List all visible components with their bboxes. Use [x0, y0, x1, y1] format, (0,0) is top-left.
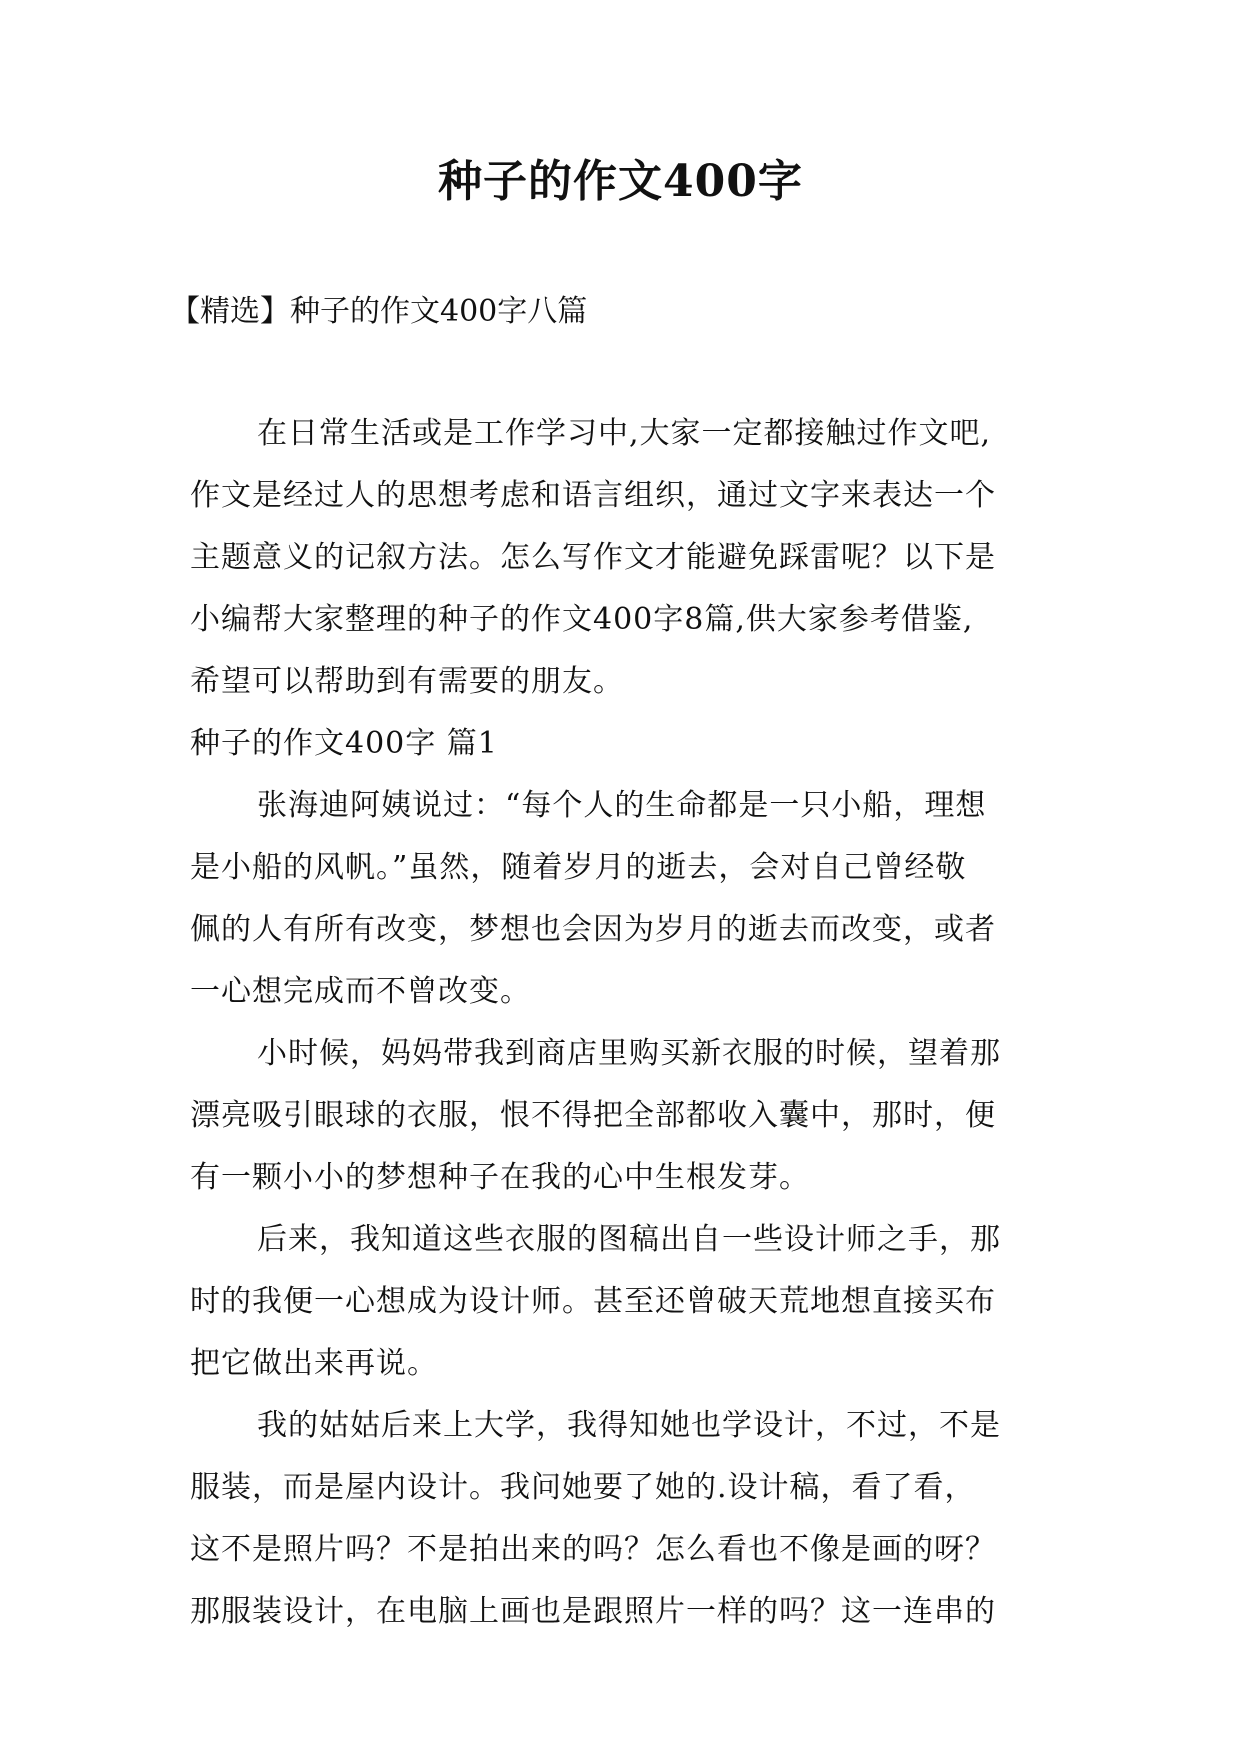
body-line: 张海迪阿姨说过：“每个人的生命都是一只小船，理想 [257, 788, 987, 823]
body-line: 服装，而是屋内设计。我问她要了她的.设计稿，看了看， [190, 1470, 976, 1505]
document-body [190, 403, 1070, 1643]
body-line: 作文是经过人的思想考虑和语言组织，通过文字来表达一个 [190, 478, 996, 513]
body-line: 把它做出来再说。 [190, 1346, 438, 1381]
body-line: 漂亮吸引眼球的衣服，恨不得把全部都收入囊中，那时，便 [190, 1098, 996, 1133]
section-heading: 种子的作文400字 篇1 [190, 726, 498, 761]
document-subtitle: 【精选】种子的作文400字八篇 [170, 294, 588, 329]
body-line: 在日常生活或是工作学习中,大家一定都接触过作文吧, [257, 416, 992, 451]
body-line: 一心想完成而不曾改变。 [190, 974, 531, 1009]
body-line: 佩的人有所有改变，梦想也会因为岁月的逝去而改变，或者 [190, 912, 996, 947]
body-line: 是小船的风帆。”虽然，随着岁月的逝去，会对自己曾经敬 [190, 850, 967, 885]
body-line: 主题意义的记叙方法。怎么写作文才能避免踩雷呢？以下是 [190, 540, 996, 575]
body-line: 时的我便一心想成为设计师。甚至还曾破天荒地想直接买布 [190, 1284, 996, 1319]
body-line: 小编帮大家整理的种子的作文400字8篇,供大家参考借鉴, [190, 602, 974, 637]
body-line: 后来，我知道这些衣服的图稿出自一些设计师之手，那 [257, 1222, 1001, 1257]
body-line: 那服装设计，在电脑上画也是跟照片一样的吗？这一连串的 [190, 1594, 996, 1629]
body-line: 我的姑姑后来上大学，我得知她也学设计，不过，不是 [257, 1408, 1001, 1443]
body-line: 这不是照片吗？不是拍出来的吗？怎么看也不像是画的呀？ [190, 1532, 996, 1567]
body-line: 小时候，妈妈带我到商店里购买新衣服的时候，望着那 [257, 1036, 1001, 1071]
body-line: 希望可以帮助到有需要的朋友。 [190, 664, 624, 699]
document-title: 种子的作文400字 [438, 156, 803, 207]
body-line: 有一颗小小的梦想种子在我的心中生根发芽。 [190, 1160, 810, 1195]
